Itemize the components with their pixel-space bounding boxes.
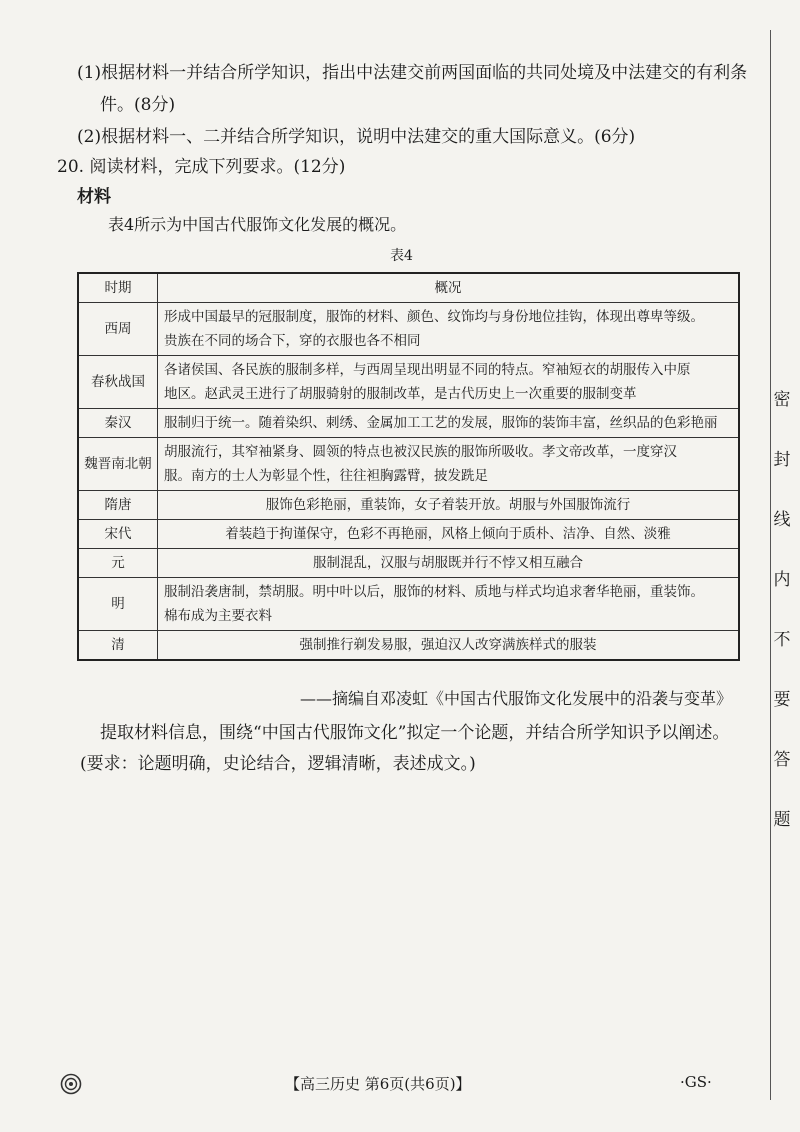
summary-line: 服。南方的士人为彰显个性，往往袒胸露臂，披发跣足 [164,468,488,484]
summary-cell [158,578,740,631]
summary-line: 服制沿袭唐制，禁胡服。明中叶以后，服饰的材料、质地与样式均追求奢华艳丽，重装饰。 [164,584,704,600]
summary-cell [158,356,740,409]
q19-part1-line1: (1)根据材料一并结合所学知识，指出中法建交前两国面临的共同处境及中法建交的有利条 [77,63,748,83]
summary-line: 着装趋于拘谨保守，色彩不再艳丽，风格上倾向于质朴、洁净、自然、淡雅 [225,526,671,542]
clothing-culture-table [77,272,740,661]
summary-line: 形成中国最早的冠服制度，服饰的材料、颜色、纹饰均与身份地位挂钩，体现出尊卑等级。 [164,309,704,325]
summary-cell [158,409,740,438]
summary-line: 胡服流行，其窄袖紧身、圆领的特点也被汉民族的服饰所吸收。孝文帝改革，一度穿汉 [164,444,677,460]
q20-heading: 20. 阅读材料，完成下列要求。(12分) [57,157,346,177]
summary-line: 棉布成为主要衣料 [164,608,272,624]
summary-line: 服制混乱，汉服与胡服既并行不悖又相互融合 [313,555,583,571]
summary-cell [158,491,740,520]
footer-code: ·GS· [680,1073,712,1091]
header-period: 时期 [78,273,158,303]
table-row [78,438,739,491]
table-row [78,409,739,438]
table-row [78,303,739,356]
summary-line: 服饰色彩艳丽，重装饰，女子着装开放。胡服与外国服饰流行 [265,497,631,513]
material-label: 材料 [77,187,111,207]
period-cell: 魏晋南北朝 [78,438,158,491]
summary-cell [158,438,740,491]
period-cell: 隋唐 [78,491,158,520]
task-requirement: (要求：论题明确，史论结合，逻辑清晰，表述成文。) [80,754,476,774]
table-row [78,356,739,409]
table-header-row [78,273,739,303]
table-caption: 表4 [390,248,413,264]
header-summary: 概况 [158,273,740,303]
summary-line: 服制归于统一。随着染织、刺绣、金属加工工艺的发展，服饰的装饰丰富，丝织品的色彩艳丽 [164,415,718,431]
period-cell: 明 [78,578,158,631]
summary-line: 地区。赵武灵王进行了胡服骑射的服制改革，是古代历史上一次重要的服制变革 [164,386,637,402]
task-instruction: 提取材料信息，围绕“中国古代服饰文化”拟定一个论题，并结合所学知识予以阐述。 [100,723,730,743]
period-cell: 宋代 [78,520,158,549]
material-source: ——摘编自邓凌虹《中国古代服饰文化发展中的沿袭与变革》 [300,689,733,708]
publisher-logo-icon [60,1073,82,1095]
summary-line: 各诸侯国、各民族的服制多样，与西周呈现出明显不同的特点。窄袖短衣的胡服传入中原 [164,362,691,378]
table-row [78,578,739,631]
period-cell: 春秋战国 [78,356,158,409]
summary-cell [158,549,740,578]
page-footer: 【高三历史 第6页(共6页)】 [285,1075,471,1093]
seal-line-note: 密封线内不要答题 [773,390,791,830]
q19-part1-line2: 件。(8分) [100,95,176,115]
summary-cell [158,631,740,661]
period-cell: 元 [78,549,158,578]
material-intro: 表4所示为中国古代服饰文化发展的概况。 [108,215,407,234]
table-row [78,631,739,661]
table-row [78,491,739,520]
summary-cell [158,303,740,356]
summary-line: 贵族在不同的场合下，穿的衣服也各不相同 [164,333,421,349]
period-cell: 清 [78,631,158,661]
table-row [78,549,739,578]
table-row [78,520,739,549]
period-cell: 秦汉 [78,409,158,438]
summary-line: 强制推行剃发易服，强迫汉人改穿满族样式的服装 [299,637,597,653]
period-cell: 西周 [78,303,158,356]
q19-part2: (2)根据材料一、二并结合所学知识，说明中法建交的重大国际意义。(6分) [77,127,636,147]
summary-cell [158,520,740,549]
